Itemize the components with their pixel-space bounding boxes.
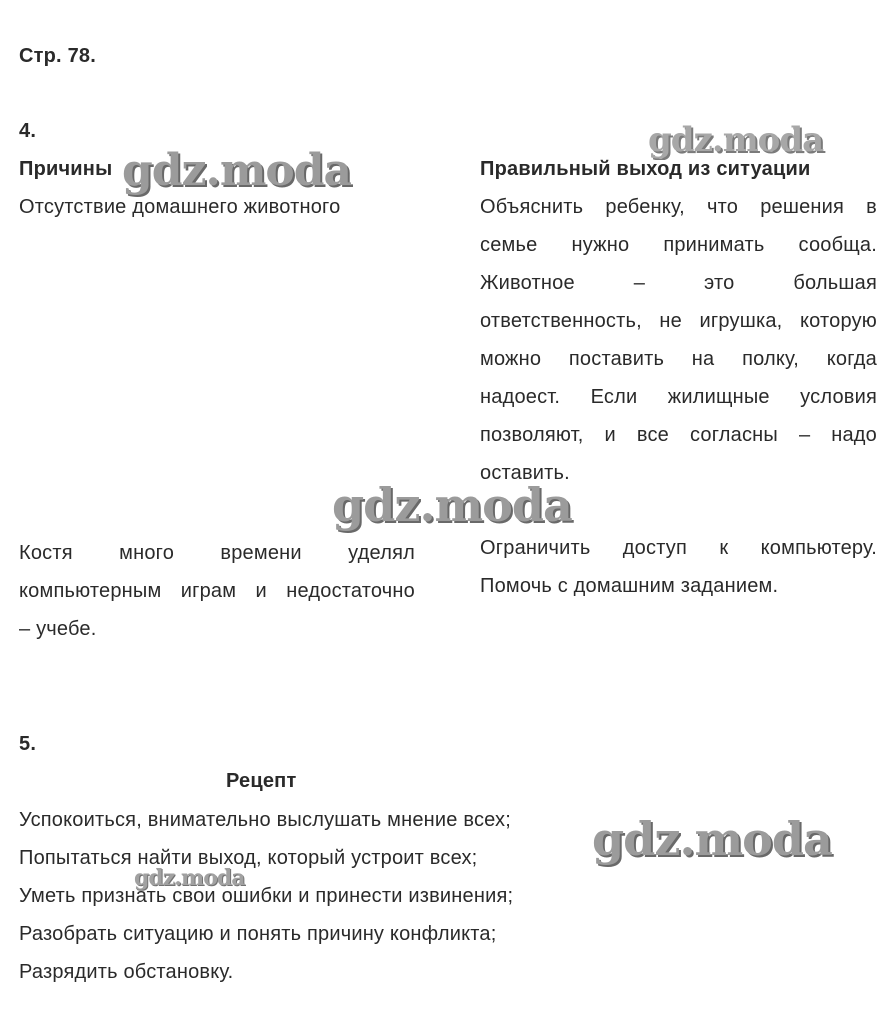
recipe-item: Разобрать ситуацию и понять причину конфликта; bbox=[19, 923, 497, 945]
cause-2-line: Костя много времени уделял bbox=[19, 542, 415, 564]
solution-1-line: позволяют, и все согласны – надо bbox=[480, 424, 877, 446]
watermark-logo: gdz.moda bbox=[122, 145, 352, 196]
cause-1: Отсутствие домашнего животного bbox=[19, 196, 341, 218]
solution-1-line: надоест. Если жилищные условия bbox=[480, 386, 877, 408]
solution-2 bbox=[480, 529, 877, 605]
recipe-item: Разрядить обстановку. bbox=[19, 961, 234, 983]
page-label: Стр. 78. bbox=[19, 45, 96, 67]
watermark-logo: gdz.moda bbox=[592, 812, 832, 866]
task-4-number: 4. bbox=[19, 120, 37, 142]
solution-header: Правильный выход из ситуации bbox=[480, 158, 811, 180]
solution-1-line: ответственность, не игрушка, которую bbox=[480, 310, 877, 332]
recipe-title: Рецепт bbox=[226, 770, 297, 792]
solution-2-line: Помочь с домашним заданием. bbox=[480, 575, 779, 597]
solution-1-line: Объяснить ребенку, что решения в bbox=[480, 196, 877, 218]
cause-2 bbox=[19, 534, 415, 648]
recipe-item: Попытаться найти выход, который устроит всех; bbox=[19, 847, 478, 869]
watermark-logo: gdz.moda bbox=[134, 865, 245, 891]
solution-1-line: Животное – это большая bbox=[480, 272, 877, 294]
causes-header: Причины bbox=[19, 158, 113, 180]
solution-1-line: семье нужно принимать сообща. bbox=[480, 234, 877, 256]
solution-1 bbox=[480, 188, 877, 492]
watermark-logo: gdz.moda bbox=[332, 478, 572, 532]
solution-1-line: можно поставить на полку, когда bbox=[480, 348, 877, 370]
recipe-list bbox=[19, 801, 513, 991]
recipe-item: Успокоиться, внимательно выслушать мнение всех; bbox=[19, 809, 511, 831]
solution-2-line: Ограничить доступ к компьютеру. bbox=[480, 537, 877, 559]
recipe-item: Уметь признать свои ошибки и принести извинения; bbox=[19, 885, 514, 907]
cause-2-line: – учебе. bbox=[19, 618, 97, 640]
cause-2-line: компьютерным играм и недостаточно bbox=[19, 580, 415, 602]
watermark-logo: gdz.moda bbox=[648, 120, 824, 160]
solution-1-line: оставить. bbox=[480, 462, 570, 484]
task-5-number: 5. bbox=[19, 733, 37, 755]
